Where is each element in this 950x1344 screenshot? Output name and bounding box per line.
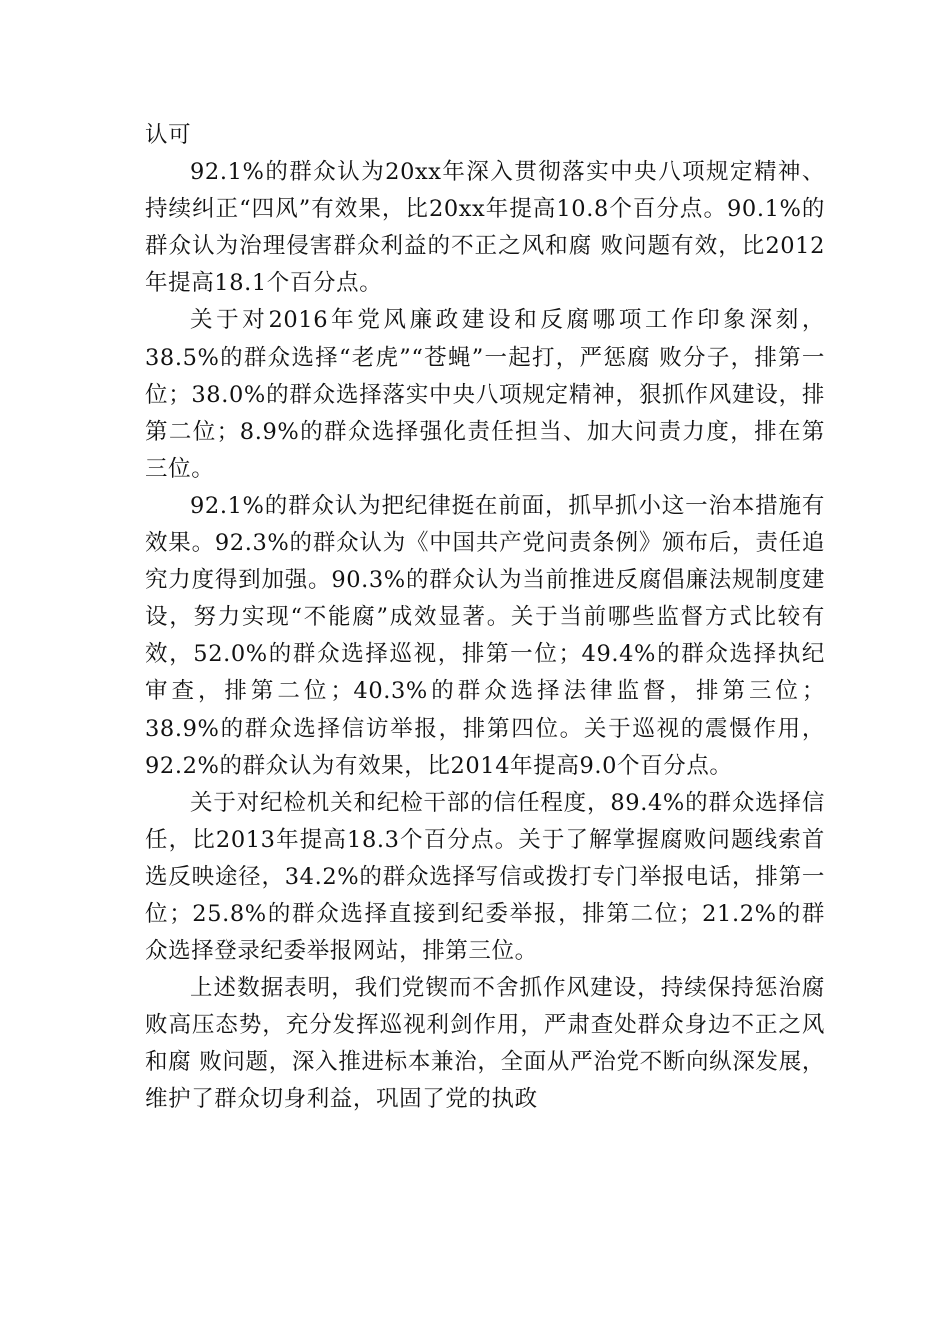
paragraph-trust-and-reporting: 关于对纪检机关和纪检干部的信任程度，89.4%的群众选择信任，比2013年提高18.3个百分点。关于了解掌握腐败问题线索首选反映途径，34.2%的群众选择写信或拨打专门举报电话，排第一位；25.8%的群众选择直接到纪委举报，排第二位；21.2%的群众选择登录纪委举报网站，排第三位。 [145,789,825,965]
paragraph-continuation: 认可 [145,122,192,148]
document-body [145,117,825,1119]
paragraph-conclusion: 上述数据表明，我们党锲而不舍抓作风建设，持续保持惩治腐 败高压态势，充分发挥巡视利剑作用，严肃查处群众身边不正之风和腐 败问题，深入推进标本兼治，全面从严治党不断向纵深发展，维护了群众切身利益，巩固了党的执政 [145,975,825,1113]
paragraph-impressive-work: 关于对2016年党风廉政建设和反腐哪项工作印象深刻，38.5%的群众选择“老虎”“苍蝇”一起打，严惩腐 败分子，排第一位；38.0%的群众选择落实中央八项规定精神，狠抓作风建设，排第二位；8.9%的群众选择强化责任担当、加大问责力度，排在第三位。 [145,307,825,482]
paragraph-style-results: 92.1%的群众认为20xx年深入贯彻落实中央八项规定精神、持续纠正“四风”有效果，比20xx年提高10.8个百分点。90.1%的群众认为治理侵害群众利益的不正之风和腐 败问题有效，比2012年提高18.1个百分点。 [145,159,825,297]
paragraph-supervision-methods: 92.1%的群众认为把纪律挺在前面，抓早抓小这一治本措施有效果。92.3%的群众认为《中国共产党问责条例》颁布后，责任追究力度得到加强。90.3%的群众认为当前推进反腐倡廉法规制度建设，努力实现“不能腐”成效显著。关于当前哪些监督方式比较有效，52.0%的群众选择巡视，排第一位；49.4%的群众选择执纪审查，排第二位；40.3%的群众选择法律监督，排第三位；38.9%的群众选择信访举报，排第四位。关于巡视的震慑作用，92.2%的群众认为有效果，比2014年提高9.0个百分点。 [145,492,825,779]
